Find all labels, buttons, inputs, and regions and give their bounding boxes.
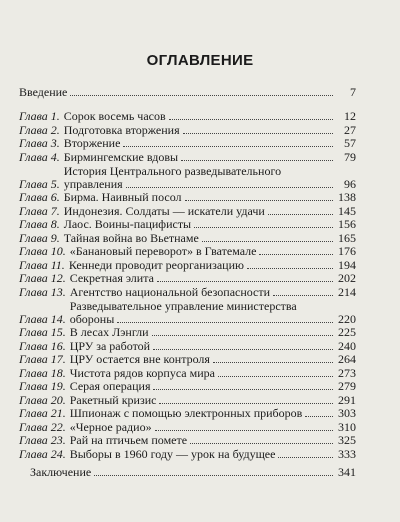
dot-leader xyxy=(123,146,333,147)
toc-chapter-row xyxy=(19,380,356,393)
chapter-title-continued: управления xyxy=(63,177,123,191)
toc-page-number: 225 xyxy=(338,325,356,339)
toc-chapter-row xyxy=(19,407,356,420)
toc-chapter-row xyxy=(19,124,356,137)
dot-leader xyxy=(152,335,333,336)
toc-chapter-row xyxy=(19,191,356,204)
dot-leader xyxy=(268,214,333,215)
chapter-number: Глава 22. xyxy=(19,419,66,434)
toc-conclusion-row xyxy=(30,466,356,479)
toc-page-number: 279 xyxy=(338,379,356,393)
toc-chapter-row xyxy=(19,340,356,353)
toc-page-number: 333 xyxy=(338,446,356,461)
toc-page-number: 27 xyxy=(344,122,356,137)
chapter-title: Индонезия. Солдаты — искатели удачи xyxy=(63,203,265,218)
toc-page-number: 156 xyxy=(338,217,356,231)
chapter-number: Глава 15. xyxy=(19,325,66,339)
chapter-title: Агентство национальной безопасности xyxy=(69,284,271,299)
chapter-title: Шпионаж с помощью электронных приборов xyxy=(69,406,303,420)
toc-page-number: 57 xyxy=(344,136,356,150)
toc-chapter-row xyxy=(19,367,356,380)
chapter-title-continued: обороны xyxy=(69,312,115,326)
chapter-title: «Банановый переворот» в Гватемале xyxy=(69,244,257,258)
chapter-number: Глава 9. xyxy=(19,230,60,245)
dot-leader xyxy=(213,362,333,363)
chapter-title: «Черное радио» xyxy=(69,419,152,434)
chapter-title: Бирмингемские вдовы xyxy=(63,149,179,164)
chapter-number: Глава 12. xyxy=(19,271,66,285)
chapter-number: Глава 20. xyxy=(19,392,66,407)
chapter-title: Лаос. Воины-пацифисты xyxy=(63,217,192,231)
chapter-number: Глава 17. xyxy=(19,352,66,366)
toc-page-number: 145 xyxy=(338,203,356,218)
chapter-title: ЦРУ за работой xyxy=(69,338,151,353)
toc-page-number: 165 xyxy=(338,230,356,245)
chapter-number: Глава 3. xyxy=(19,136,60,150)
dot-leader xyxy=(153,349,333,350)
dot-leader xyxy=(190,443,333,444)
page-title: ОГЛАВЛЕНИЕ xyxy=(146,52,254,69)
toc-page-number: 325 xyxy=(338,433,356,447)
chapter-title: Вторжение xyxy=(63,136,121,150)
chapter-number: Глава 11. xyxy=(19,257,65,272)
dot-leader xyxy=(126,187,333,188)
dot-leader xyxy=(194,227,333,228)
toc-chapter-row xyxy=(19,326,356,339)
chapter-title: Секретная элита xyxy=(69,271,154,285)
chapter-number: Глава 24. xyxy=(19,446,66,461)
chapter-title: Серая операция xyxy=(69,379,151,393)
toc-chapter-row xyxy=(19,151,356,164)
toc-chapter-row xyxy=(19,259,356,272)
toc-chapter-row xyxy=(19,421,356,434)
dot-leader xyxy=(278,457,333,458)
chapter-title: Чистота рядов корпуса мира xyxy=(69,365,215,380)
chapter-number: Глава 14. xyxy=(19,312,66,326)
chapter-title: Тайная война во Вьетнаме xyxy=(63,230,199,245)
toc-page-number: 291 xyxy=(338,392,356,407)
chapter-title: Разведывательное управление министерства xyxy=(69,299,297,313)
chapter-title: В лесах Лэнгли xyxy=(69,325,149,339)
dot-leader xyxy=(218,376,333,377)
chapter-title: Бирма. Наивный посол xyxy=(63,190,182,204)
toc-chapter-row xyxy=(19,245,356,258)
toc-chapter-row xyxy=(19,137,356,150)
toc-chapter-row xyxy=(19,434,356,447)
chapter-number: Глава 1. xyxy=(19,109,60,123)
dot-leader xyxy=(117,322,333,323)
dot-leader xyxy=(181,160,333,161)
chapter-number: Глава 21. xyxy=(19,406,66,420)
chapter-number: Глава 5. xyxy=(19,177,60,191)
dot-leader xyxy=(153,389,333,390)
chapter-number: Глава 4. xyxy=(19,149,60,164)
toc-chapter-row xyxy=(19,448,356,461)
dot-leader xyxy=(159,403,333,404)
chapter-number: Глава 23. xyxy=(19,433,66,447)
dot-leader xyxy=(273,295,333,296)
chapter-title: Сорок восемь часов xyxy=(63,109,166,123)
toc-chapter-row xyxy=(19,299,356,326)
dot-leader xyxy=(202,241,333,242)
toc-chapter-row xyxy=(19,286,356,299)
toc-entry-text: Введение xyxy=(19,85,68,99)
chapter-number: Глава 13. xyxy=(19,284,66,299)
toc-page-number: 176 xyxy=(338,244,356,258)
toc-chapter-row xyxy=(19,232,356,245)
chapter-number: Глава 6. xyxy=(19,190,60,204)
chapter-number: Глава 16. xyxy=(19,338,66,353)
toc-page-number: 341 xyxy=(338,465,356,479)
toc-page-number: 214 xyxy=(338,284,356,299)
dot-leader xyxy=(259,254,333,255)
dot-leader xyxy=(183,133,333,134)
toc-chapter-row xyxy=(19,394,356,407)
chapter-number: Глава 18. xyxy=(19,365,66,380)
toc-page-number: 96 xyxy=(344,177,356,191)
toc-chapter-row xyxy=(19,205,356,218)
chapter-number: Глава 19. xyxy=(19,379,66,393)
dot-leader xyxy=(169,119,333,120)
toc-page-number: 194 xyxy=(338,257,356,272)
dot-leader xyxy=(155,430,333,431)
toc-chapter-row xyxy=(19,353,356,366)
dot-leader xyxy=(247,268,333,269)
toc-intro-row xyxy=(19,86,356,99)
toc-page-number: 240 xyxy=(338,338,356,353)
toc-page-number: 264 xyxy=(338,352,356,366)
toc-page-number: 202 xyxy=(338,271,356,285)
dot-leader xyxy=(185,200,333,201)
chapter-title: ЦРУ остается вне контроля xyxy=(69,352,210,366)
dot-leader xyxy=(70,95,333,96)
chapter-title: Выборы в 1960 году — урок на будущее xyxy=(69,446,276,461)
toc-page-number: 79 xyxy=(344,149,356,164)
toc-page-number: 220 xyxy=(338,312,356,326)
dot-leader xyxy=(305,416,333,417)
dot-leader xyxy=(157,281,333,282)
chapter-number: Глава 7. xyxy=(19,203,60,218)
dot-leader xyxy=(94,475,333,476)
toc-page-number: 12 xyxy=(344,109,356,123)
toc-chapter-row xyxy=(19,272,356,285)
toc-chapter-row xyxy=(19,110,356,123)
toc-page-number: 310 xyxy=(338,419,356,434)
toc-page-number: 7 xyxy=(350,85,356,99)
chapter-title: Ракетный кризис xyxy=(69,392,157,407)
toc-page-number: 138 xyxy=(338,190,356,204)
chapter-title: Кеннеди проводит реорганизацию xyxy=(68,257,244,272)
toc-entry-text: Заключение xyxy=(30,465,92,479)
chapter-title: Рай на птичьем помете xyxy=(69,433,188,447)
toc-chapter-row xyxy=(19,164,356,191)
chapter-number: Глава 10. xyxy=(19,244,66,258)
toc-page-number: 303 xyxy=(338,406,356,420)
toc-page-number: 273 xyxy=(338,365,356,380)
chapter-title: История Центрального разведывательного xyxy=(63,164,282,178)
chapter-number: Глава 2. xyxy=(19,122,60,137)
toc-chapter-row xyxy=(19,218,356,231)
chapter-number: Глава 8. xyxy=(19,217,60,231)
chapter-title: Подготовка вторжения xyxy=(63,122,180,137)
